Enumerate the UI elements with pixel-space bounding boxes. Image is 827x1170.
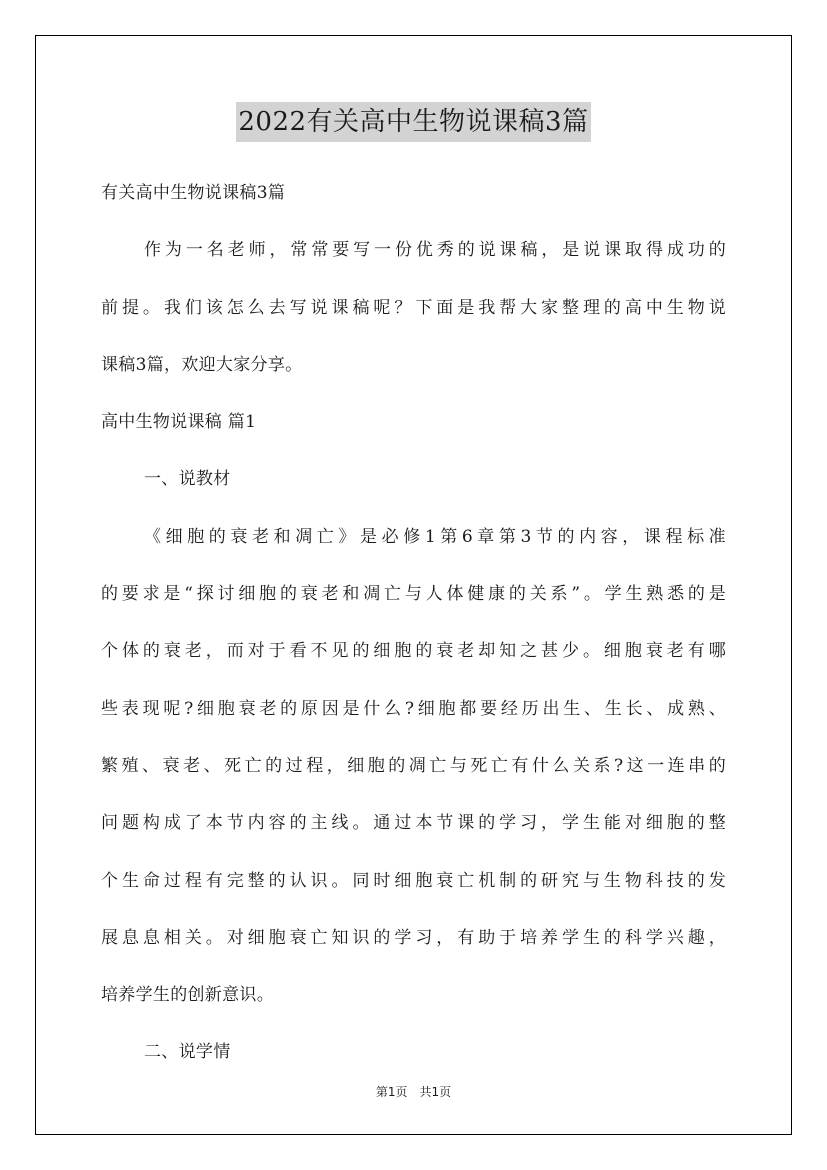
paragraph-line: 的要求是“探讨细胞的衰老和凋亡与人体健康的关系”。学生熟悉的是 [101, 584, 726, 605]
title-container [0, 102, 827, 142]
document-body [101, 165, 726, 1082]
section-heading: 高中生物说课稿 篇1 [101, 412, 257, 433]
paragraph-line: 课稿3篇，欢迎大家分享。 [101, 354, 303, 375]
paragraph-line: 些表现呢?细胞衰老的原因是什么?细胞都要经历出生、生长、成熟、 [101, 698, 726, 719]
paragraph-line: 个生命过程有完整的认识。同时细胞衰亡机制的研究与生物科技的发 [101, 870, 726, 891]
paragraph-line: 问题构成了本节内容的主线。通过本节课的学习，学生能对细胞的整 [101, 813, 726, 834]
paragraph-line: 《细胞的衰老和凋亡》是必修1第6章第3节的内容，课程标准 [144, 526, 726, 547]
paragraph-line: 繁殖、衰老、死亡的过程，细胞的凋亡与死亡有什么关系?这一连串的 [101, 755, 726, 776]
paragraph-line: 展息息相关。对细胞衰亡知识的学习，有助于培养学生的科学兴趣， [101, 927, 726, 948]
subsection-heading: 一、说教材 [144, 469, 231, 490]
page-number-total: 共1页 [419, 1085, 452, 1099]
paragraph-line: 作为一名老师，常常要写一份优秀的说课稿，是说课取得成功的 [144, 240, 726, 261]
paragraph-line: 前提。我们该怎么去写说课稿呢？下面是我帮大家整理的高中生物说 [101, 297, 726, 318]
page-footer [0, 1083, 827, 1100]
subsection-heading: 二、说学情 [144, 1042, 231, 1063]
document-title: 2022有关高中生物说课稿3篇 [236, 102, 590, 142]
paragraph-line: 培养学生的创新意识。 [101, 985, 274, 1006]
paragraph-line: 个体的衰老，而对于看不见的细胞的衰老却知之甚少。细胞衰老有哪 [101, 641, 726, 662]
page-number-current: 第1页 [375, 1085, 408, 1099]
subtitle-line: 有关高中生物说课稿3篇 [101, 183, 286, 203]
